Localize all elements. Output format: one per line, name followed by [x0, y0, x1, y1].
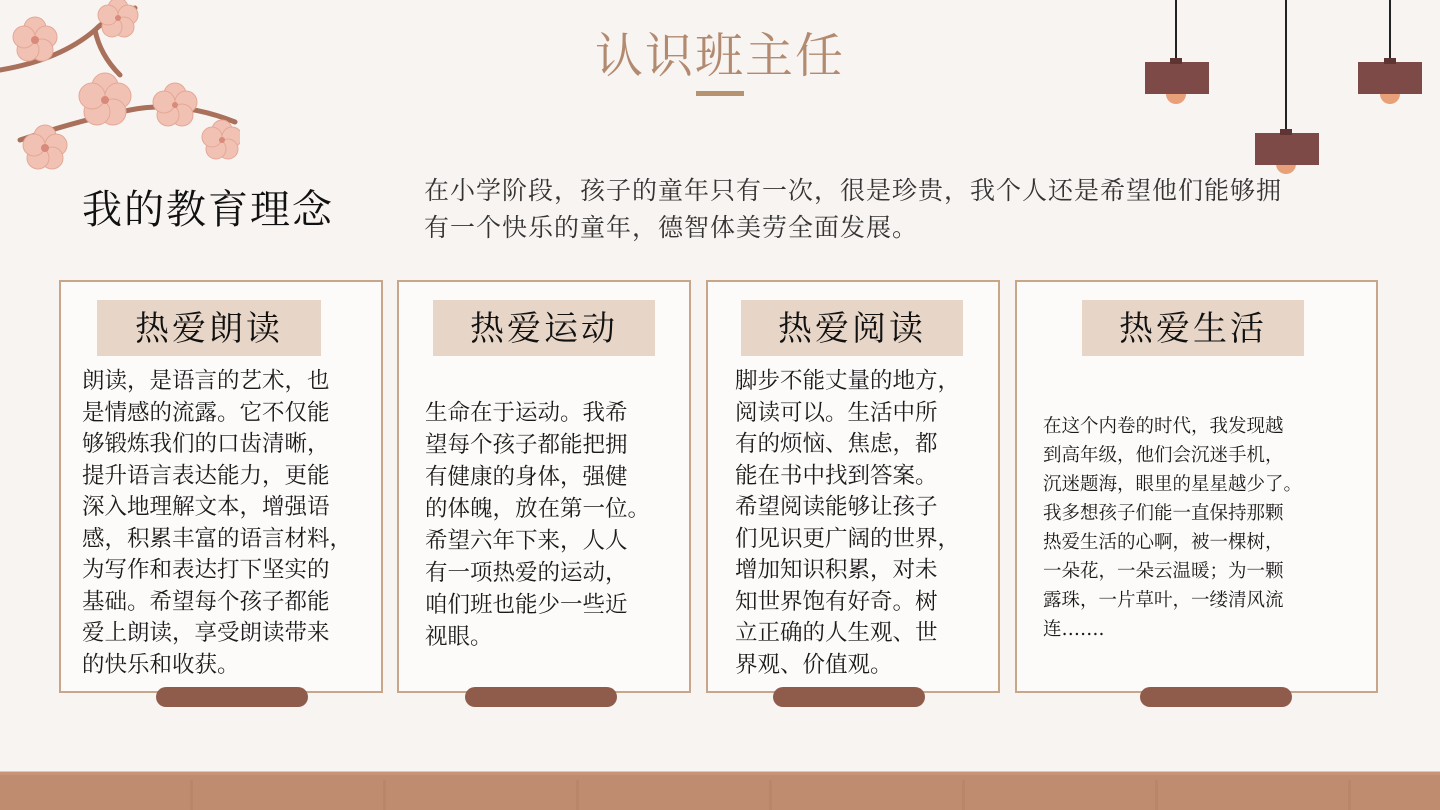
- card-life: [1015, 280, 1378, 693]
- card-pill-decor: [465, 687, 617, 707]
- philosophy-text: 在小学阶段，孩子的童年只有一次，很是珍贵，我个人还是希望他们能够拥有一个快乐的童年，德智体美劳全面发展。: [424, 176, 1283, 242]
- wooden-floor: [0, 772, 1440, 810]
- page-title: 认识班主任: [594, 28, 845, 84]
- philosophy-heading: 我的教育理念: [82, 187, 334, 233]
- card-text: 朗读，是语言的艺术，也 是情感的流露。它不仅能 够锻炼我们的口齿清晰， 提升语言表达能力，更能 深入地理解文本，增强语 感，积累丰富的语言材料， 为写作和表达打下坚实的 基础。希望每个孩子都能 爱上朗读，享受朗读带来 的快乐和收获。: [82, 368, 353, 678]
- card-text: 脚步不能丈量的地方， 阅读可以。生活中所 有的烦恼、焦虑，都 能在书中找到答案。 希望阅读能够让孩子 们见识更广阔的世界， 增加知识积累，对未 知世界饱有好奇。树 立正确的人生观、世 界观、价值观。: [735, 368, 961, 678]
- title-underline: [696, 91, 744, 96]
- card-title: 热爱朗读: [97, 300, 321, 356]
- card-pill-decor: [156, 687, 308, 707]
- card-text: 在这个内卷的时代，我发现越 到高年级，他们会沉迷手机， 沉迷题海，眼里的星星越少了。 我多想孩子们能一直保持那颗 热爱生活的心啊，被一棵树， 一朵花，一朵云温暖；为一颗 露珠，一片草叶，一缕清风流 连…….: [1043, 416, 1303, 640]
- card-reading-aloud: [59, 280, 383, 693]
- card-title: 热爱阅读: [741, 300, 963, 356]
- card-pill-decor: [1140, 687, 1292, 707]
- card-title: 热爱生活: [1082, 300, 1304, 356]
- card-sports: [397, 280, 691, 693]
- card-title: 热爱运动: [433, 300, 655, 356]
- card-text: 生命在于运动。我希 望每个孩子都能把拥 有健康的身体，强健 的体魄，放在第一位。 希望六年下来，人人 有一项热爱的运动， 咱们班也能少一些近 视眼。: [425, 400, 651, 650]
- card-reading: [706, 280, 1000, 693]
- card-pill-decor: [773, 687, 925, 707]
